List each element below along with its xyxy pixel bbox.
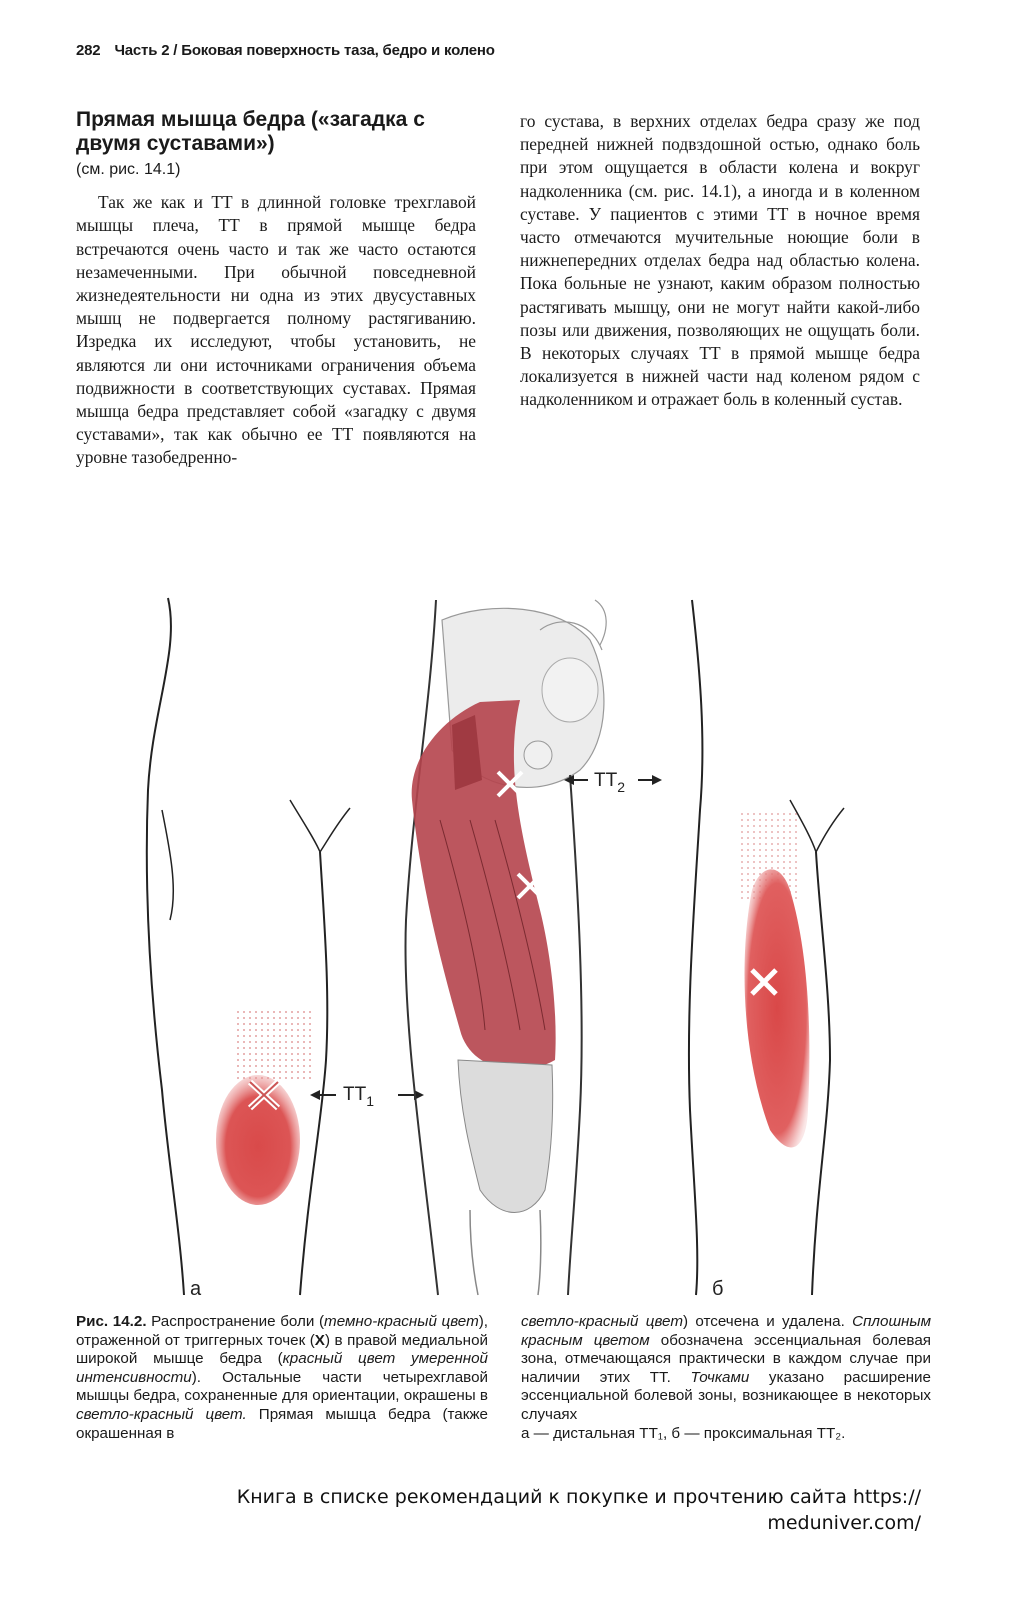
tt2-sub: 2 — [617, 779, 626, 795]
figure-caption-left — [76, 1313, 488, 1443]
caption-text: обозначена эссенциальная болевая зона, отмечающаяся практически в каждом случае при наличии этих ТТ. — [521, 1331, 931, 1386]
running-title: Часть 2 / Боковая поверхность таза, бедро и колено — [114, 42, 495, 59]
tt1-sub: 1 — [366, 1093, 375, 1109]
panel-a — [147, 598, 350, 1300]
caption-text: Распространение боли ( — [146, 1313, 325, 1330]
body-paragraph-1: Так же как и ТТ в длинной головке трехглавой мышцы плеча, ТТ в прямой мышце бедра встречаются очень часто и так же часто остаются незамеченными. При обычной повседневной жизнедеятельности ни одна из этих двусуставных мышц не подвергается полному растягиванию. Изредка их исследуют, чтобы установить, не являются ли они источниками ограничения объема подвижности в соответствующих суставах. Прямая мышца бедра представляет собой «загадку с двумя суставами», так как обычно ее ТТ появляются на уровне тазобедренно- — [76, 192, 476, 468]
footer-line-1: Книга в списке рекомендаций к покупке и прочтению сайта https:// — [236, 1486, 921, 1508]
see-figure-ref: (см. рис. 14.1) — [76, 161, 181, 178]
caption-text: ), отраженной от триггерных точек ( — [76, 1313, 489, 1349]
running-head — [76, 42, 495, 59]
figure-caption-right — [521, 1313, 931, 1443]
section-title: Прямая мышца бедра («загадка с двумя суставами») — [76, 108, 425, 155]
caption-text: указано расширение эссенциальной болевой зоны, возникающее в некоторых случаях — [521, 1368, 931, 1423]
caption-legend: а — дистальная ТТ₁, б — проксимальная ТТ₂. — [521, 1424, 846, 1442]
caption-italic: темно-красный цвет — [324, 1313, 479, 1330]
caption-italic: Точками — [690, 1368, 750, 1386]
pain-zone-a — [216, 1075, 300, 1205]
body-paragraph-2: го сустава, в верхних отделах бедра сразу же под передней нижней подвздошной остью, однако боль при этом ощущается в области колена и вокруг надколенника (см. рис. 14.1), а иногда и в коленном суставе. У пациентов с этими ТТ в ночное время часто отмечаются мучительные ноющие боли в нижнепередних отделах бедра над областью колена. Пока больные не узнают, каким образом полностью растягивать мышцу, они не могут найти какой-либо позы или движения, позволяющих не ощущать боли. В некоторых случаях ТТ в прямой мышце бедра локализуется в нижней части над коленом рядом с надколенником и отражает боль в коленный сустав. — [520, 111, 920, 410]
figure-illustration — [140, 590, 900, 1302]
tt1-label: ТТ — [343, 1084, 367, 1105]
caption-italic: светло-красный цвет — [521, 1313, 683, 1330]
caption-text: ) отсечена и удалена. — [683, 1313, 853, 1330]
tt2-label: ТТ — [594, 770, 618, 791]
tt1-callout — [310, 1084, 424, 1109]
caption-italic: Сплошным красным цветом — [521, 1313, 931, 1349]
tt2-callout — [564, 770, 662, 795]
pain-zone-b — [745, 869, 810, 1147]
caption-italic: красный цвет умеренной интенсивности — [76, 1350, 488, 1386]
footer-line-2: meduniver.com/ — [767, 1512, 921, 1534]
panel-b — [689, 600, 844, 1300]
figure-14-2 — [140, 590, 900, 1302]
caption-lead: Рис. 14.2. — [76, 1313, 147, 1330]
svg-text:ТТ1 — [343, 1084, 374, 1109]
svg-text:ТТ2 — [594, 770, 625, 795]
anatomy-panel — [405, 600, 606, 1295]
footer-note — [101, 1484, 921, 1536]
caption-italic: светло-красный цвет. — [76, 1405, 247, 1423]
panel-b-label: б — [712, 1278, 724, 1300]
panel-a-label: а — [190, 1278, 202, 1300]
left-text-column — [76, 108, 476, 470]
caption-text: ). Остальные части четырехглавой мышцы бедра, сохраненные для ориентации, окрашены в — [76, 1368, 488, 1405]
page-number: 282 — [76, 42, 101, 59]
caption-text: Прямая мышца бедра (также окрашенная в — [76, 1405, 488, 1442]
right-text-column — [520, 110, 920, 412]
caption-bold: X — [314, 1331, 325, 1349]
caption-text: ) в правой медиальной широкой мышце бедра ( — [76, 1331, 488, 1368]
